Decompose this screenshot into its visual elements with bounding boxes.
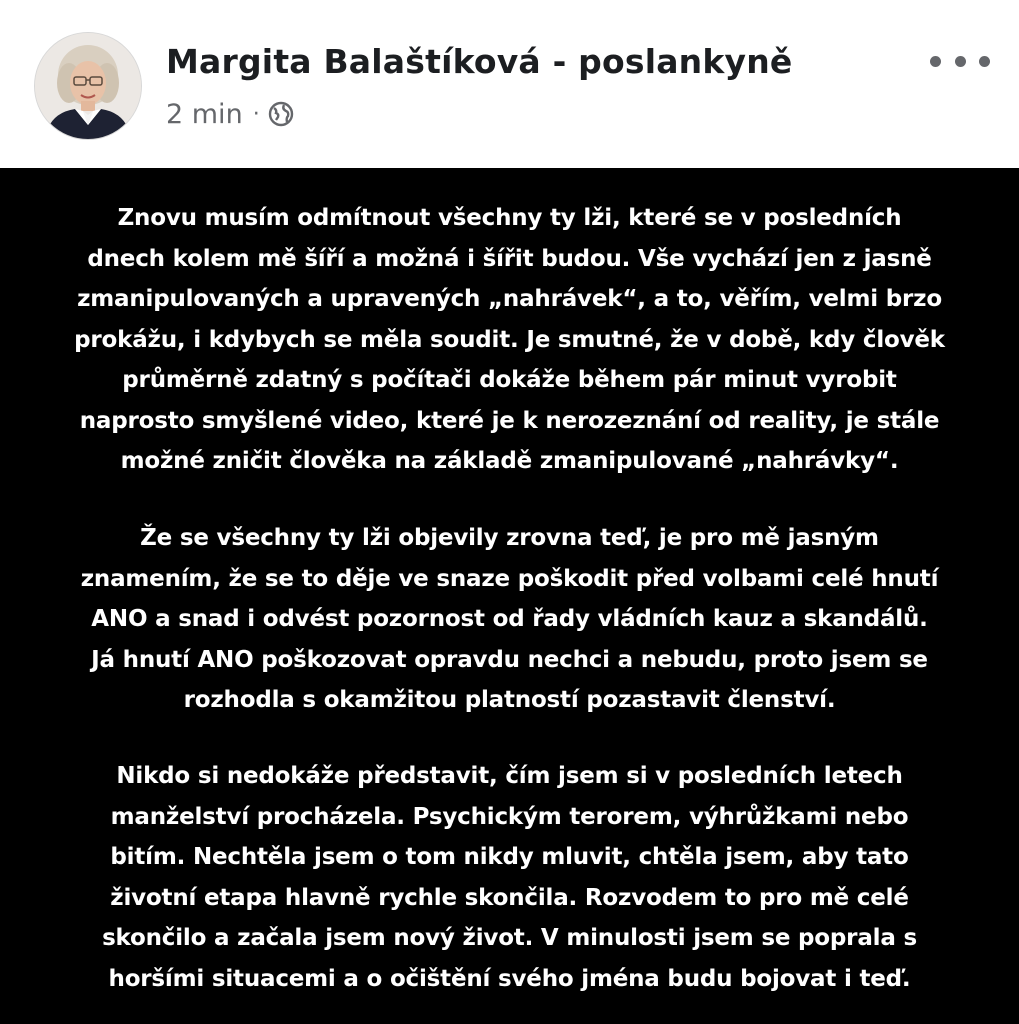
post-meta: [166, 96, 294, 132]
author-avatar[interactable]: [34, 32, 142, 140]
more-options-icon[interactable]: [930, 46, 990, 76]
more-dot: [955, 56, 966, 67]
post-paragraph: Nikdo si nedokáže představit, čím jsem si v posledních letech manželství procházela. Psychickým terorem, výhrůžkami nebo bitím. Nechtěla jsem o tom nikdy mluvit, chtěla jsem, aby tato životní etapa hlavně rychle skončila. Rozvodem to pro mě celé skončilo a začala jsem nový život. V minulosti jsem se poprala s horšími situacemi a o očištění svého jména budu bojovat i teď.: [102, 763, 917, 992]
globe-icon[interactable]: [268, 101, 294, 127]
meta-separator: ·: [252, 101, 260, 127]
post-paragraph: Znovu musím odmítnout všechny ty lži, které se v posledních dnech kolem mě šíří a možná i šířit budou. Vše vychází jen z jasně zmanipulovaných a upravených „nahrávek“, a to, věřím, velmi brzo prokážu, i kdybych se měla soudit. Je smutné, že v době, kdy člověk průměrně zdatný s počítači dokáže během pár minut vyrobit naprosto smyšlené video, které je k nerozeznání od reality, je stále možné zničit člověka na základě zmanipulované „nahrávky“.: [74, 205, 945, 474]
post-header: [0, 0, 1019, 168]
post-timestamp[interactable]: 2 min: [166, 98, 243, 130]
author-name[interactable]: Margita Balaštíková - poslankyně: [166, 42, 793, 81]
avatar-image: [35, 33, 141, 139]
more-dot: [979, 56, 990, 67]
more-dot: [930, 56, 941, 67]
post-text-image: [0, 168, 1019, 1024]
post-paragraph: Že se všechny ty lži objevily zrovna teď, je pro mě jasným znamením, že se to děje ve snaze poškodit před volbami celé hnutí ANO a snad i odvést pozornost od řady vládních kauz a skandálů. Já hnutí ANO poškozovat opravdu nechci a nebudu, proto jsem se rozhodla s okamžitou platností pozastavit členství.: [80, 525, 939, 713]
